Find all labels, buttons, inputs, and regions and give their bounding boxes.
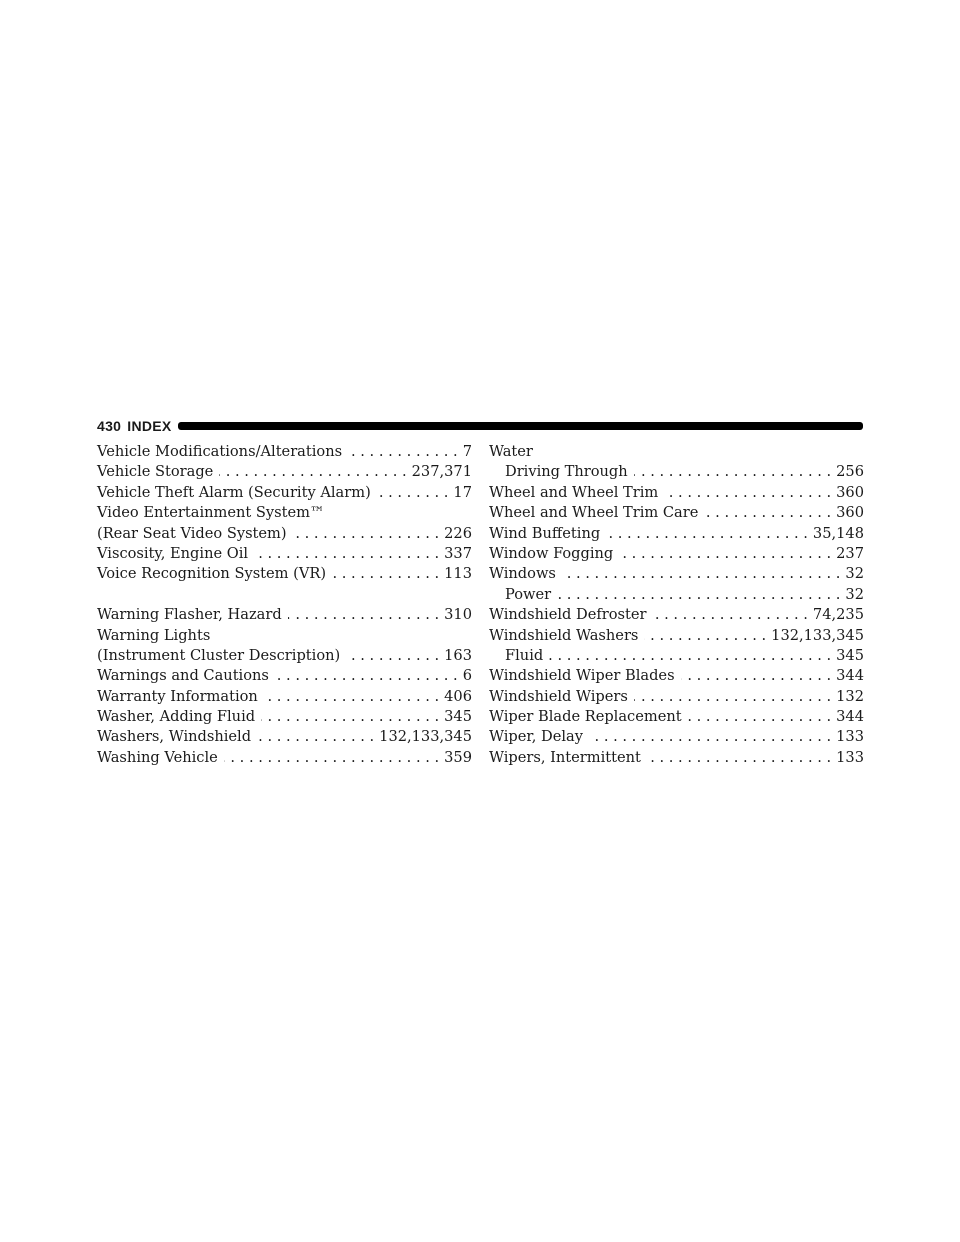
index-entry [97, 727, 472, 747]
index-term: Driving Through [505, 463, 628, 481]
section-title: INDEX [127, 418, 172, 434]
dot-leader [647, 748, 831, 768]
dot-leader [275, 666, 458, 686]
index-entry [489, 707, 864, 727]
index-term: Wipers, Intermittent [489, 748, 641, 766]
index-pages: 17 [453, 483, 472, 501]
dot-leader [681, 666, 832, 686]
dot-leader [224, 748, 439, 768]
index-term: Washer, Adding Fluid [97, 708, 256, 726]
dot-leader [261, 707, 439, 727]
index-pages: 163 [444, 646, 472, 664]
index-pages: 74,235 [812, 606, 864, 624]
dot-leader [557, 585, 840, 605]
index-pages: 237 [836, 544, 864, 562]
index-pages: 237,371 [411, 463, 472, 481]
index-entry [97, 646, 472, 666]
index-column-right [489, 442, 864, 768]
dot-leader [589, 727, 831, 747]
dot-leader [688, 707, 832, 727]
index-pages: 344 [836, 667, 864, 685]
index-pages: 345 [836, 646, 864, 664]
index-term: Warning Flasher, Hazard [97, 606, 282, 624]
index-pages: 226 [444, 524, 472, 542]
index-pages: 32 [845, 585, 864, 603]
index-entry [489, 503, 864, 523]
index-pages: 133 [836, 748, 864, 766]
index-pages: 310 [444, 606, 472, 624]
index-entry [97, 524, 472, 544]
index-term: (Instrument Cluster Description) [97, 646, 341, 664]
index-pages: 359 [444, 748, 472, 766]
index-pages: 360 [836, 504, 864, 522]
index-term: Power [505, 585, 552, 603]
index-heading: Warning Lights [97, 626, 211, 644]
dot-leader [348, 442, 458, 462]
dot-leader [644, 626, 766, 646]
dot-leader [346, 646, 439, 666]
dot-leader [664, 483, 831, 503]
header-rule [178, 422, 863, 430]
index-pages: 132 [836, 687, 864, 705]
index-term: Vehicle Storage [97, 463, 214, 481]
index-entry [97, 462, 472, 482]
index-term: Windows [489, 565, 556, 583]
index-term: Window Fogging [489, 544, 614, 562]
index-entry [97, 544, 472, 564]
dot-leader [549, 646, 831, 666]
dot-leader [264, 687, 439, 707]
dot-leader [652, 605, 807, 625]
dot-leader [634, 687, 831, 707]
index-entry [489, 666, 864, 686]
index-entry [489, 748, 864, 768]
index-subentry [489, 462, 864, 482]
index-term: Windshield Wipers [489, 687, 628, 705]
page-number: 430 [97, 418, 122, 434]
index-term: Wheel and Wheel Trim [489, 483, 659, 501]
index-entry [489, 544, 864, 564]
index-entry [97, 483, 472, 503]
dot-leader [377, 483, 449, 503]
index-term: Voice Recognition System (VR) [97, 565, 327, 583]
dot-leader [288, 605, 439, 625]
dot-leader [634, 462, 831, 482]
index-term: Vehicle Modifications/Alterations [97, 443, 343, 460]
index-entry [97, 707, 472, 727]
index-term: Wiper, Delay [489, 728, 583, 746]
index-pages: 132,133,345 [771, 626, 864, 644]
index-entry [97, 564, 472, 584]
index-pages: 360 [836, 483, 864, 501]
index-term: Viscosity, Engine Oil [97, 544, 249, 562]
index-pages: 132,133,345 [379, 728, 472, 746]
dot-leader [562, 564, 841, 584]
index-pages: 337 [444, 544, 472, 562]
index-term: Washing Vehicle [97, 748, 218, 766]
index-column-left [97, 442, 472, 768]
index-pages: 7 [462, 443, 472, 460]
index-subentry [489, 585, 864, 605]
dot-leader [332, 564, 439, 584]
index-pages: 345 [444, 708, 472, 726]
index-entry [97, 666, 472, 686]
index-heading: Video Entertainment System™ [97, 504, 325, 522]
dot-leader [606, 524, 808, 544]
index-pages: 256 [836, 463, 864, 481]
index-term: Windshield Washers [489, 626, 639, 644]
page-header [97, 416, 863, 436]
index-entry [489, 727, 864, 747]
index-term: Vehicle Theft Alarm (Security Alarm) [97, 483, 371, 501]
index-pages: 406 [444, 687, 472, 705]
index-entry [97, 748, 472, 768]
index-heading: Water [489, 443, 533, 460]
index-term: Wiper Blade Replacement [489, 708, 682, 726]
index-pages: 133 [836, 728, 864, 746]
index-term: Warranty Information [97, 687, 258, 705]
index-entry [97, 687, 472, 707]
index-term: Wheel and Wheel Trim Care [489, 504, 699, 522]
index-pages: 113 [444, 565, 472, 583]
dot-leader [293, 524, 440, 544]
dot-leader [254, 544, 439, 564]
dot-leader [257, 727, 374, 747]
index-entry [489, 605, 864, 625]
dot-leader [704, 503, 831, 523]
index-entry [489, 626, 864, 646]
index-entry [97, 442, 472, 462]
index-term: Fluid [505, 646, 544, 664]
index-pages: 35,148 [812, 524, 864, 542]
index-entry [97, 605, 472, 625]
index-term: Windshield Defroster [489, 606, 647, 624]
index-entry [489, 524, 864, 544]
dot-leader [219, 462, 406, 482]
index-entry [489, 564, 864, 584]
index-term: Warnings and Cautions [97, 667, 269, 685]
index-pages: 344 [836, 708, 864, 726]
index-entry [489, 483, 864, 503]
index-pages: 6 [462, 667, 472, 685]
dot-leader [619, 544, 831, 564]
index-term: Washers, Windshield [97, 728, 252, 746]
index-pages: 32 [845, 565, 864, 583]
index-entry [489, 687, 864, 707]
index-term: Wind Buffeting [489, 524, 601, 542]
index-term: Windshield Wiper Blades [489, 667, 675, 685]
index-subentry [489, 646, 864, 666]
index-term: (Rear Seat Video System) [97, 524, 287, 542]
group-gap [97, 585, 472, 605]
